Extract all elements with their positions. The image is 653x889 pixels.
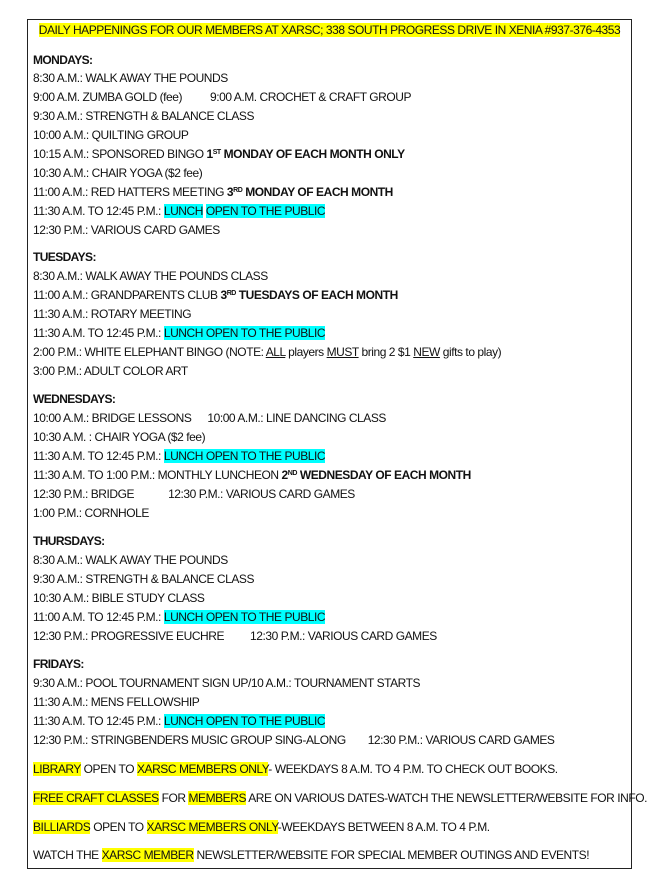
wed-bridge-line — [33, 411, 386, 426]
tue-white-all: ALL — [265, 345, 286, 359]
mon-bingo-sup: ST — [212, 149, 221, 156]
note-watch — [33, 848, 589, 863]
fridays-heading: FRIDAYS: — [33, 657, 84, 671]
thu-strength: 9:30 A.M.: STRENGTH & BALANCE CLASS — [33, 572, 254, 586]
tue-grand-sup: RD — [226, 290, 236, 297]
thu-lunch-public: LUNCH OPEN TO THE PUBLIC — [163, 610, 326, 624]
tuesdays-heading: TUESDAYS: — [33, 250, 96, 264]
thu-lunch-time: 11:00 A.M. TO 12:45 P.M.: — [33, 610, 164, 624]
note-craft-for: FOR — [158, 791, 189, 805]
thu-euchre-cards — [33, 629, 437, 644]
mondays-heading: MONDAYS: — [33, 53, 93, 67]
wed-bridge: 12:30 P.M.: BRIDGE — [33, 487, 135, 501]
mon-lunch-public: OPEN TO THE PUBLIC — [205, 204, 326, 218]
tue-rotary: 11:30 A.M.: ROTARY MEETING — [33, 307, 192, 321]
schedule-sheet — [27, 19, 648, 869]
mon-hatters-text: 11:00 A.M.: RED HATTERS MEETING — [33, 185, 227, 199]
note-library-members: XARSC MEMBERS ONLY — [136, 762, 269, 776]
mon-bingo-when: MONDAY OF EACH MONTH ONLY — [220, 147, 405, 161]
tue-white-elephant — [33, 345, 501, 360]
mon-hatters — [33, 185, 393, 200]
note-craft-members: MEMBERS — [188, 791, 246, 805]
note-library-word: LIBRARY — [33, 762, 81, 776]
note-library — [33, 762, 558, 777]
fri-stringbenders: 12:30 P.M.: STRINGBENDERS MUSIC GROUP SING-ALONG — [33, 733, 346, 747]
thu-euchre: 12:30 P.M.: PROGRESSIVE EUCHRE — [33, 629, 225, 643]
wed-bridge-cards — [33, 487, 355, 502]
tue-white-gifts: gifts to play) — [439, 345, 502, 359]
page-title — [28, 23, 631, 37]
mon-yoga: 10:30 A.M.: CHAIR YOGA ($2 fee) — [33, 166, 203, 180]
wed-luncheon-text: 11:30 A.M. TO 1:00 P.M.: MONTHLY LUNCHEON — [33, 468, 282, 482]
tue-lunch — [33, 326, 325, 341]
wed-cards: 12:30 P.M.: VARIOUS CARD GAMES — [168, 487, 355, 501]
mon-strength: 9:30 A.M.: STRENGTH & BALANCE CLASS — [33, 109, 254, 123]
mon-lunch-time: 11:30 A.M. TO 12:45 P.M.: — [33, 204, 164, 218]
note-craft-classes: FREE CRAFT CLASSES — [33, 791, 159, 805]
thu-cards: 12:30 P.M.: VARIOUS CARD GAMES — [250, 629, 437, 643]
tue-grand-when: TUESDAYS OF EACH MONTH — [235, 288, 398, 302]
note-billiards — [33, 820, 490, 835]
fri-lunch — [33, 714, 325, 729]
mon-walk: 8:30 A.M.: WALK AWAY THE POUNDS — [33, 71, 228, 85]
wed-lunch — [33, 449, 325, 464]
note-watch-events: NEWSLETTER/WEBSITE FOR SPECIAL MEMBER OUTINGS AND EVENTS! — [193, 848, 590, 862]
thu-lunch — [33, 610, 325, 625]
note-library-hours: - WEEKDAYS 8 A.M. TO 4 P.M. TO CHECK OUT BOOKS. — [268, 762, 558, 776]
wed-yoga: 10:30 A.M. : CHAIR YOGA ($2 fee) — [33, 430, 206, 444]
tue-grandparents — [33, 288, 398, 303]
wednesdays-heading: WEDNESDAYS: — [33, 392, 116, 406]
note-billiards-members: XARSC MEMBERS ONLY — [146, 820, 278, 834]
mon-cards: 12:30 P.M.: VARIOUS CARD GAMES — [33, 223, 220, 237]
note-craft-info: ARE ON VARIOUS DATES-WATCH THE NEWSLETTER/WEBSITE FOR INFO. — [246, 791, 648, 805]
mon-zumba: 9:00 A.M. ZUMBA GOLD (fee) — [33, 90, 183, 104]
wed-cornhole: 1:00 P.M.: CORNHOLE — [33, 506, 149, 520]
mon-quilting: 10:00 A.M.: QUILTING GROUP — [33, 128, 189, 142]
mon-bingo-text: 10:15 A.M.: SPONSORED BINGO — [33, 147, 207, 161]
tue-white-must: MUST — [326, 345, 359, 359]
wed-luncheon — [33, 468, 471, 483]
fri-pool: 9:30 A.M.: POOL TOURNAMENT SIGN UP/10 A.M.: TOURNAMENT STARTS — [33, 676, 421, 690]
wed-luncheon-num: 2 — [281, 468, 288, 482]
mon-lunch-word: LUNCH — [163, 204, 203, 218]
tue-white-bring: bring 2 $1 — [358, 345, 414, 359]
mon-hatters-num: 3 — [226, 185, 234, 199]
thu-bible: 10:30 A.M.: BIBLE STUDY CLASS — [33, 591, 205, 605]
wed-bridge-lessons: 10:00 A.M.: BRIDGE LESSONS — [33, 411, 192, 425]
note-library-open: OPEN TO — [80, 762, 137, 776]
thu-walk: 8:30 A.M.: WALK AWAY THE POUNDS — [33, 553, 228, 567]
mon-hatters-when: MONDAY OF EACH MONTH — [242, 185, 393, 199]
fri-string-cards — [33, 733, 555, 748]
wed-line-dancing: 10:00 A.M.: LINE DANCING CLASS — [207, 411, 386, 425]
fri-mens: 11:30 A.M.: MENS FELLOWSHIP — [33, 695, 200, 709]
note-billiards-hours: -WEEKDAYS BETWEEN 8 A.M. TO 4 P.M. — [277, 820, 490, 834]
note-billiards-word: BILLIARDS — [33, 820, 91, 834]
tue-lunch-time: 11:30 A.M. TO 12:45 P.M.: — [33, 326, 164, 340]
wed-lunch-time: 11:30 A.M. TO 12:45 P.M.: — [33, 449, 164, 463]
note-craft — [33, 791, 647, 806]
mon-bingo-num: 1 — [206, 147, 213, 161]
tue-white-players: players — [285, 345, 327, 359]
note-billiards-open: OPEN TO — [90, 820, 147, 834]
tue-lunch-public: LUNCH OPEN TO THE PUBLIC — [163, 326, 326, 340]
tue-grand-text: 11:00 A.M.: GRANDPARENTS CLUB — [33, 288, 221, 302]
fri-lunch-time: 11:30 A.M. TO 12:45 P.M.: — [33, 714, 164, 728]
title-text: DAILY HAPPENINGS FOR OUR MEMBERS AT XARSC; 338 SOUTH PROGRESS DRIVE IN XENIA #937-376-4353 — [38, 23, 621, 37]
tue-white-new: NEW — [413, 345, 440, 359]
mon-hatters-sup: RD — [233, 187, 243, 194]
mon-zumba-crochet — [33, 90, 411, 105]
note-watch-text: WATCH THE — [33, 848, 102, 862]
mon-bingo — [33, 147, 405, 162]
wed-luncheon-sup: ND — [287, 470, 297, 477]
tue-walk: 8:30 A.M.: WALK AWAY THE POUNDS CLASS — [33, 269, 268, 283]
wed-luncheon-when: WEDNESDAY OF EACH MONTH — [296, 468, 471, 482]
mon-lunch — [33, 204, 325, 219]
tue-white-text: 2:00 P.M.: WHITE ELEPHANT BINGO (NOTE: — [33, 345, 266, 359]
tue-color-art: 3:00 P.M.: ADULT COLOR ART — [33, 364, 188, 378]
note-watch-member: XARSC MEMBER — [101, 848, 194, 862]
fri-cards: 12:30 P.M.: VARIOUS CARD GAMES — [367, 733, 555, 747]
fri-lunch-public: LUNCH OPEN TO THE PUBLIC — [163, 714, 326, 728]
wed-lunch-public: LUNCH OPEN TO THE PUBLIC — [163, 449, 326, 463]
tue-grand-num: 3 — [220, 288, 227, 302]
mon-crochet: 9:00 A.M. CROCHET & CRAFT GROUP — [210, 90, 412, 104]
thursdays-heading: THURSDAYS: — [33, 534, 105, 548]
